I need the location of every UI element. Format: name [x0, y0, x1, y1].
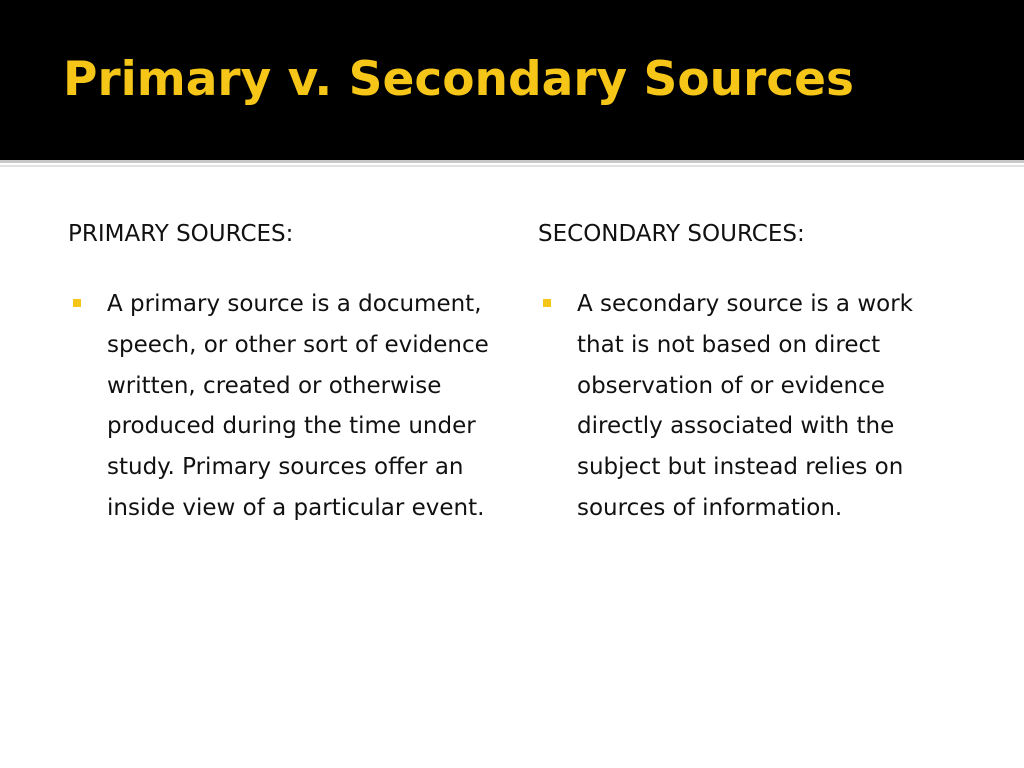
square-bullet-icon — [73, 299, 81, 307]
title-divider-thin — [0, 165, 1024, 167]
secondary-sources-definition: A secondary source is a work that is not based on direct observation of or evidence directly associated with the subject but instead relies on sources of information. — [577, 291, 913, 521]
primary-sources-list — [68, 284, 491, 529]
primary-sources-bullet — [68, 284, 491, 529]
title-bar — [0, 0, 1024, 160]
slide-title: Primary v. Secondary Sources — [63, 52, 854, 107]
secondary-sources-heading: SECONDARY SOURCES: — [538, 221, 805, 247]
secondary-sources-bullet — [538, 284, 963, 529]
square-bullet-icon — [543, 299, 551, 307]
secondary-sources-list — [538, 284, 963, 529]
primary-sources-definition: A primary source is a document, speech, or other sort of evidence written, created or otherwise produced during the time under study. Primary sources offer an inside view of a particular event. — [107, 291, 489, 521]
primary-sources-column — [68, 218, 498, 521]
title-divider-thick — [0, 160, 1024, 163]
secondary-sources-column — [538, 218, 978, 521]
primary-sources-heading: PRIMARY SOURCES: — [68, 221, 294, 247]
